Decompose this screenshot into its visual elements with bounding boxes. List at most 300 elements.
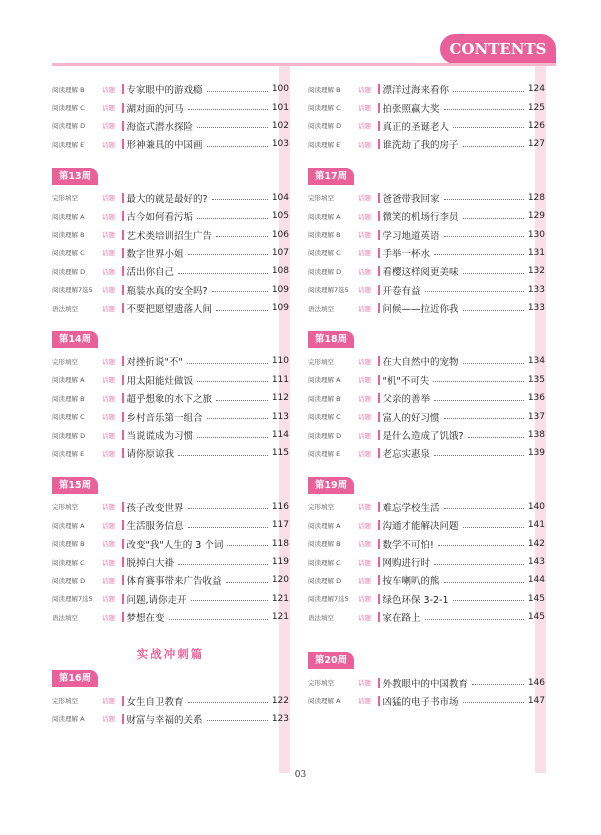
toc-entry-leader <box>187 363 268 364</box>
toc-entry[interactable] <box>308 426 545 444</box>
toc-entry[interactable] <box>52 590 289 608</box>
week-heading: 第18周 <box>308 331 354 348</box>
toc-entry-page: 110 <box>271 356 289 367</box>
toc-entry-title: 家在路上 <box>382 613 421 625</box>
toc-entry-tag: 话题 <box>358 231 371 240</box>
toc-entry-page: 121 <box>271 612 289 623</box>
toc-entry-leader <box>453 91 524 92</box>
toc-entry-tag: 话题 <box>358 576 371 585</box>
toc-entry-title: 湖对面的河马 <box>126 103 184 115</box>
toc-entry-title: 改变"我"人生的 3 个词 <box>126 539 224 551</box>
toc-entry-page: 127 <box>527 139 545 150</box>
toc-entry-page: 113 <box>271 411 289 422</box>
toc-entry-leader <box>463 218 524 219</box>
toc-entry[interactable] <box>308 117 545 135</box>
toc-entry-title: 对挫折说"不" <box>126 357 183 369</box>
toc-entry-page: 115 <box>271 448 289 459</box>
toc-entry-divider <box>378 448 380 458</box>
toc-entry-tag: 话题 <box>358 104 371 113</box>
toc-entry-tag: 话题 <box>102 140 115 149</box>
toc-entry-divider <box>122 594 124 604</box>
toc-entry[interactable] <box>308 516 545 534</box>
toc-entry-divider <box>122 84 124 94</box>
toc-entry[interactable] <box>52 516 289 534</box>
toc-entry[interactable] <box>52 407 289 425</box>
week-heading: 第13周 <box>52 168 98 185</box>
toc-entry-page: 145 <box>527 593 545 604</box>
toc-entry-page: 107 <box>271 247 289 258</box>
toc-entry-title: 绿色环保 3-2-1 <box>382 594 449 606</box>
toc-entry[interactable] <box>308 371 545 389</box>
toc-entry-page: 136 <box>527 393 545 404</box>
toc-entry-leader <box>444 109 524 110</box>
toc-entry-page: 112 <box>271 393 289 404</box>
toc-entry[interactable] <box>52 352 289 370</box>
toc-entry-title: 活出你自己 <box>126 267 175 279</box>
toc-entry-leader <box>444 236 524 237</box>
toc-entry-type: 阅读理解 C <box>52 558 85 567</box>
toc-entry[interactable] <box>52 189 289 207</box>
toc-entry[interactable] <box>52 117 289 135</box>
toc-group <box>308 498 545 627</box>
week-heading: 第17周 <box>308 168 354 185</box>
toc-entry-type: 阅读理解 A <box>308 212 341 221</box>
toc-entry-page: 121 <box>271 593 289 604</box>
toc-entry-type: 阅读理解 B <box>308 394 341 403</box>
toc-entry-leader <box>453 127 524 128</box>
toc-entry-tag: 话题 <box>102 558 115 567</box>
toc-entry-tag: 话题 <box>102 286 115 295</box>
week-heading: 第20周 <box>308 652 354 669</box>
toc-entry-type: 阅读理解 B <box>52 394 85 403</box>
toc-entry-tag: 话题 <box>358 540 371 549</box>
toc-entry-divider <box>122 248 124 258</box>
toc-entry-title: 数字世界小姐 <box>126 248 184 260</box>
toc-entry-type: 完形填空 <box>52 194 78 203</box>
toc-entry-page: 116 <box>271 501 289 512</box>
toc-group <box>52 352 289 462</box>
toc-entry-leader <box>425 291 524 292</box>
toc-entry-tag: 话题 <box>358 194 371 203</box>
toc-entry-divider <box>378 430 380 440</box>
toc-entry[interactable] <box>52 426 289 444</box>
toc-entry-leader <box>191 600 268 601</box>
toc-entry-divider <box>122 303 124 313</box>
toc-entry-type: 阅读理解 B <box>52 85 85 94</box>
right-column <box>308 80 545 710</box>
toc-entry-tag: 话题 <box>102 85 115 94</box>
toc-entry-title: 瓶装水真的安全吗? <box>126 285 208 297</box>
toc-entry-type: 阅读理解 D <box>308 576 342 585</box>
toc-entry-leader <box>197 381 268 382</box>
toc-entry-type: 阅读理解 E <box>308 449 341 458</box>
toc-entry-title: 问题,请你走开 <box>126 594 187 606</box>
toc-entry-title: 艺术类培训招生广告 <box>126 230 213 242</box>
toc-entry-tag: 话题 <box>358 304 371 313</box>
toc-entry-title: 孩子改变世界 <box>126 502 184 514</box>
toc-entry-page: 125 <box>527 102 545 113</box>
toc-entry[interactable] <box>308 225 545 243</box>
toc-entry[interactable] <box>52 498 289 516</box>
toc-entry-type: 阅读理解 A <box>308 697 341 706</box>
toc-entry-divider <box>122 193 124 203</box>
toc-entry-leader <box>216 310 268 311</box>
toc-entry[interactable] <box>308 135 545 153</box>
toc-entry-divider <box>122 448 124 458</box>
toc-entry-title: 爸爸带我回家 <box>382 193 440 205</box>
toc-group <box>308 352 545 462</box>
toc-entry-divider <box>378 575 380 585</box>
toc-group <box>52 498 289 627</box>
toc-entry-divider <box>378 375 380 385</box>
toc-entry-leader <box>226 582 268 583</box>
toc-entry[interactable] <box>308 608 545 626</box>
toc-entry[interactable] <box>52 98 289 116</box>
toc-entry-divider <box>122 714 124 724</box>
toc-entry-type: 阅读理解 C <box>52 249 85 258</box>
toc-entry-type: 阅读理解 D <box>52 122 86 131</box>
toc-entry[interactable] <box>52 553 289 571</box>
toc-entry-leader <box>425 619 524 620</box>
toc-entry-leader <box>463 702 524 703</box>
toc-entry-page: 102 <box>271 120 289 131</box>
toc-entry-divider <box>122 557 124 567</box>
toc-entry-tag: 话题 <box>102 431 115 440</box>
toc-entry-leader <box>444 199 524 200</box>
toc-entry-tag: 话题 <box>358 431 371 440</box>
toc-entry-divider <box>378 285 380 295</box>
toc-entry-title: 体育赛事带来广告收益 <box>126 576 222 588</box>
toc-entry-title: 当说谎成为习惯 <box>126 431 194 443</box>
toc-entry-page: 122 <box>271 695 289 706</box>
toc-entry-divider <box>122 211 124 221</box>
toc-entry-title: 形神兼具的中国画 <box>126 140 203 152</box>
toc-group <box>308 189 545 318</box>
toc-entry-tag: 话题 <box>102 595 115 604</box>
toc-entry-divider <box>378 84 380 94</box>
toc-entry-page: 140 <box>527 501 545 512</box>
toc-entry-tag: 话题 <box>358 394 371 403</box>
toc-entry-page: 111 <box>271 374 289 385</box>
toc-entry-page: 131 <box>527 247 545 258</box>
toc-entry-tag: 话题 <box>102 212 115 221</box>
toc-entry-title: 生活服务信息 <box>126 521 184 533</box>
toc-entry-type: 阅读理解7选5 <box>52 286 93 295</box>
toc-entry[interactable] <box>308 207 545 225</box>
toc-entry-divider <box>122 520 124 530</box>
toc-entry-page: 103 <box>271 139 289 150</box>
toc-entry[interactable] <box>52 135 289 153</box>
toc-entry[interactable] <box>308 407 545 425</box>
toc-entry-title: 看樱这样阅更美味 <box>382 267 459 279</box>
toc-entry-page: 109 <box>271 303 289 314</box>
toc-entry-tag: 话题 <box>358 212 371 221</box>
toc-entry-page: 119 <box>271 557 289 567</box>
toc-entry-leader <box>434 564 524 565</box>
toc-entry[interactable] <box>308 590 545 608</box>
toc-entry[interactable] <box>52 608 289 626</box>
toc-entry-page: 132 <box>527 266 545 277</box>
toc-entry-page: 133 <box>527 284 545 295</box>
toc-entry-type: 阅读理解 E <box>52 449 85 458</box>
toc-entry[interactable] <box>308 80 545 98</box>
toc-entry-title: 用太阳能灶做饭 <box>126 375 194 387</box>
toc-entry-divider <box>122 230 124 240</box>
toc-entry[interactable] <box>308 299 545 317</box>
toc-entry-divider <box>122 393 124 403</box>
toc-entry-tag: 话题 <box>358 140 371 149</box>
toc-entry-leader <box>207 146 268 147</box>
toc-entry-divider <box>378 266 380 276</box>
toc-entry[interactable] <box>308 98 545 116</box>
toc-entry-leader <box>216 400 268 401</box>
toc-entry-type: 阅读理解 C <box>52 104 85 113</box>
toc-entry-tag: 话题 <box>358 286 371 295</box>
left-column <box>52 80 289 728</box>
toc-entry-tag: 话题 <box>358 85 371 94</box>
toc-entry-type: 完形填空 <box>308 194 334 203</box>
toc-entry-page: 137 <box>527 411 545 422</box>
toc-entry-type: 阅读理解 D <box>52 267 86 276</box>
toc-entry-tag: 话题 <box>102 715 115 724</box>
toc-entry-title: 学习地道英语 <box>382 230 440 242</box>
toc-entry-leader <box>197 218 268 219</box>
week-heading: 第19周 <box>308 477 354 494</box>
toc-entry-leader <box>434 400 524 401</box>
toc-entry-type: 完形填空 <box>308 357 334 366</box>
toc-entry[interactable] <box>52 225 289 243</box>
toc-entry[interactable] <box>52 389 289 407</box>
toc-entry-title: 是什么造成了饥饿? <box>382 431 464 443</box>
toc-entry-divider <box>378 412 380 422</box>
toc-entry-divider <box>378 393 380 403</box>
toc-entry-type: 阅读理解 A <box>52 376 85 385</box>
toc-entry-divider <box>378 539 380 549</box>
toc-entry-leader <box>463 273 524 274</box>
toc-entry-title: "机"不可失 <box>382 375 430 387</box>
toc-entry-leader <box>468 437 524 438</box>
toc-entry-title: 古今如何看污垢 <box>126 212 194 224</box>
toc-entry-divider <box>122 612 124 622</box>
toc-entry-divider <box>378 303 380 313</box>
toc-entry-title: 脱掉白大褂 <box>126 558 175 569</box>
toc-entry[interactable] <box>52 444 289 462</box>
toc-entry-divider <box>378 696 380 706</box>
toc-entry-type: 阅读理解 A <box>308 521 341 530</box>
toc-entry-leader <box>207 418 268 419</box>
toc-entry[interactable] <box>308 534 545 552</box>
toc-entry-type: 阅读理解 C <box>308 558 341 567</box>
toc-entry-title: 超乎想象的水下之旅 <box>126 394 213 406</box>
toc-entry-leader <box>463 310 524 311</box>
toc-entry-divider <box>378 356 380 366</box>
toc-group <box>52 691 289 728</box>
toc-entry-leader <box>227 545 268 546</box>
toc-entry-divider <box>378 612 380 622</box>
toc-entry-leader <box>212 199 268 200</box>
toc-entry-tag: 话题 <box>358 521 371 530</box>
toc-entry-type: 完形填空 <box>308 503 334 512</box>
toc-entry-divider <box>122 502 124 512</box>
toc-entry-type: 阅读理解7选5 <box>52 595 93 604</box>
toc-entry-title: 开卷有益 <box>382 285 421 297</box>
toc-entry-tag: 话题 <box>358 376 371 385</box>
toc-entry-divider <box>122 575 124 585</box>
toc-entry[interactable] <box>308 281 545 299</box>
toc-entry-divider <box>378 193 380 203</box>
toc-entry-title: 外教眼中的中国教育 <box>382 678 469 690</box>
toc-entry-title: 老忘实惠泉 <box>382 449 431 461</box>
toc-entry-page: 139 <box>527 448 545 459</box>
toc-entry-title: 最大的就是最好的? <box>126 193 208 205</box>
toc-entry-leader <box>472 684 524 685</box>
toc-entry-type: 阅读理解 D <box>308 267 342 276</box>
toc-entry-page: 124 <box>527 84 545 95</box>
toc-entry-tag: 话题 <box>102 576 115 585</box>
toc-entry[interactable] <box>308 262 545 280</box>
toc-entry-type: 语法填空 <box>308 613 334 622</box>
toc-entry-leader <box>433 381 524 382</box>
toc-entry-divider <box>378 121 380 131</box>
toc-entry-divider <box>122 539 124 549</box>
toc-entry-type: 阅读理解 A <box>52 715 85 724</box>
toc-entry-type: 语法填空 <box>52 613 78 622</box>
toc-entry-leader <box>434 455 524 456</box>
toc-entry[interactable] <box>52 371 289 389</box>
toc-entry[interactable] <box>52 710 289 728</box>
toc-entry[interactable] <box>52 80 289 98</box>
toc-entry-page: 106 <box>271 229 289 240</box>
toc-entry-divider <box>122 696 124 706</box>
toc-entry-tag: 话题 <box>102 304 115 313</box>
toc-entry-leader <box>178 273 268 274</box>
header-rule <box>52 63 556 66</box>
toc-entry[interactable] <box>308 189 545 207</box>
toc-entry-divider <box>122 121 124 131</box>
toc-entry-type: 阅读理解 A <box>52 521 85 530</box>
toc-entry-title: 乡村音乐第一组合 <box>126 412 203 424</box>
toc-entry[interactable] <box>308 498 545 516</box>
toc-entry-tag: 话题 <box>358 595 371 604</box>
toc-entry-leader <box>463 146 524 147</box>
toc-group <box>52 80 289 154</box>
toc-entry-page: 145 <box>527 612 545 623</box>
toc-entry[interactable] <box>308 352 545 370</box>
toc-entry-type: 阅读理解 D <box>52 431 86 440</box>
toc-entry-title: 拍张照赢大奖 <box>382 103 440 115</box>
toc-entry-page: 109 <box>271 284 289 295</box>
toc-entry[interactable] <box>52 262 289 280</box>
toc-entry-leader <box>444 582 524 583</box>
toc-entry-leader <box>169 619 268 620</box>
toc-entry-leader <box>438 545 524 546</box>
toc-entry-title: 请你原谅我 <box>126 449 175 461</box>
toc-entry-tag: 话题 <box>358 503 371 512</box>
toc-entry-type: 阅读理解 E <box>308 140 341 149</box>
toc-entry-divider <box>122 375 124 385</box>
toc-entry-divider <box>122 412 124 422</box>
toc-entry-page: 104 <box>271 192 289 203</box>
toc-entry[interactable] <box>52 207 289 225</box>
toc-entry-tag: 话题 <box>102 122 115 131</box>
toc-entry[interactable] <box>52 281 289 299</box>
toc-entry-type: 语法填空 <box>52 304 78 313</box>
toc-entry-page: 138 <box>527 430 545 441</box>
toc-entry-title: 梦想在变 <box>126 613 165 625</box>
toc-entry[interactable] <box>308 571 545 589</box>
toc-entry-leader <box>444 508 524 509</box>
contents-header: CONTENTS <box>440 34 556 64</box>
toc-entry-divider <box>378 103 380 113</box>
toc-entry-leader <box>197 437 268 438</box>
toc-entry[interactable] <box>52 299 289 317</box>
toc-entry[interactable] <box>52 534 289 552</box>
toc-entry-tag: 话题 <box>358 122 371 131</box>
toc-entry-divider <box>122 430 124 440</box>
toc-entry-leader <box>463 363 524 364</box>
toc-entry-tag: 话题 <box>102 267 115 276</box>
toc-entry-leader <box>188 702 268 703</box>
toc-entry-type: 阅读理解 E <box>52 140 85 149</box>
toc-entry[interactable] <box>308 553 545 571</box>
toc-entry[interactable] <box>52 244 289 262</box>
toc-entry-title: 专家眼中的游戏瘾 <box>126 85 203 97</box>
toc-entry[interactable] <box>308 444 545 462</box>
toc-entry[interactable] <box>308 673 545 691</box>
toc-entry-tag: 话题 <box>358 357 371 366</box>
toc-entry-leader <box>463 527 524 528</box>
toc-entry-leader <box>188 527 268 528</box>
toc-entry-title: 谁洗劫了我的房子 <box>382 140 459 152</box>
toc-entry-tag: 话题 <box>102 231 115 240</box>
toc-entry[interactable] <box>52 691 289 709</box>
toc-entry-type: 完形填空 <box>52 503 78 512</box>
week-heading: 第15周 <box>52 477 98 494</box>
toc-entry-page: 123 <box>271 713 289 724</box>
toc-entry-divider <box>378 248 380 258</box>
toc-entry-divider <box>378 139 380 149</box>
toc-entry-page: 118 <box>271 538 289 549</box>
toc-entry-page: 114 <box>271 430 289 441</box>
week-heading: 第14周 <box>52 331 98 348</box>
toc-entry[interactable] <box>308 692 545 710</box>
toc-entry-leader <box>453 600 524 601</box>
toc-entry-tag: 话题 <box>358 249 371 258</box>
toc-entry-title: 网购进行时 <box>382 558 431 569</box>
toc-entry-divider <box>122 285 124 295</box>
toc-entry-divider <box>378 502 380 512</box>
toc-entry[interactable] <box>52 571 289 589</box>
toc-entry-tag: 话题 <box>102 697 115 706</box>
toc-entry-divider <box>122 266 124 276</box>
toc-entry-page: 146 <box>527 677 545 688</box>
toc-entry-page: 108 <box>271 266 289 277</box>
toc-entry-tag: 话题 <box>358 449 371 458</box>
toc-entry[interactable] <box>308 389 545 407</box>
toc-entry-title: 不要把愿望遗落人间 <box>126 304 213 316</box>
toc-entry-tag: 话题 <box>102 394 115 403</box>
toc-entry-title: 难忘学校生活 <box>382 502 440 514</box>
toc-entry-tag: 话题 <box>102 194 115 203</box>
toc-entry-type: 完形填空 <box>52 697 78 706</box>
toc-entry-leader <box>178 455 268 456</box>
toc-entry-divider <box>122 356 124 366</box>
toc-entry-title: 问候——拉近你我 <box>382 304 459 316</box>
toc-entry-type: 阅读理解 A <box>308 376 341 385</box>
toc-entry-tag: 话题 <box>358 679 371 688</box>
toc-entry-tag: 话题 <box>358 613 371 622</box>
toc-entry[interactable] <box>308 244 545 262</box>
